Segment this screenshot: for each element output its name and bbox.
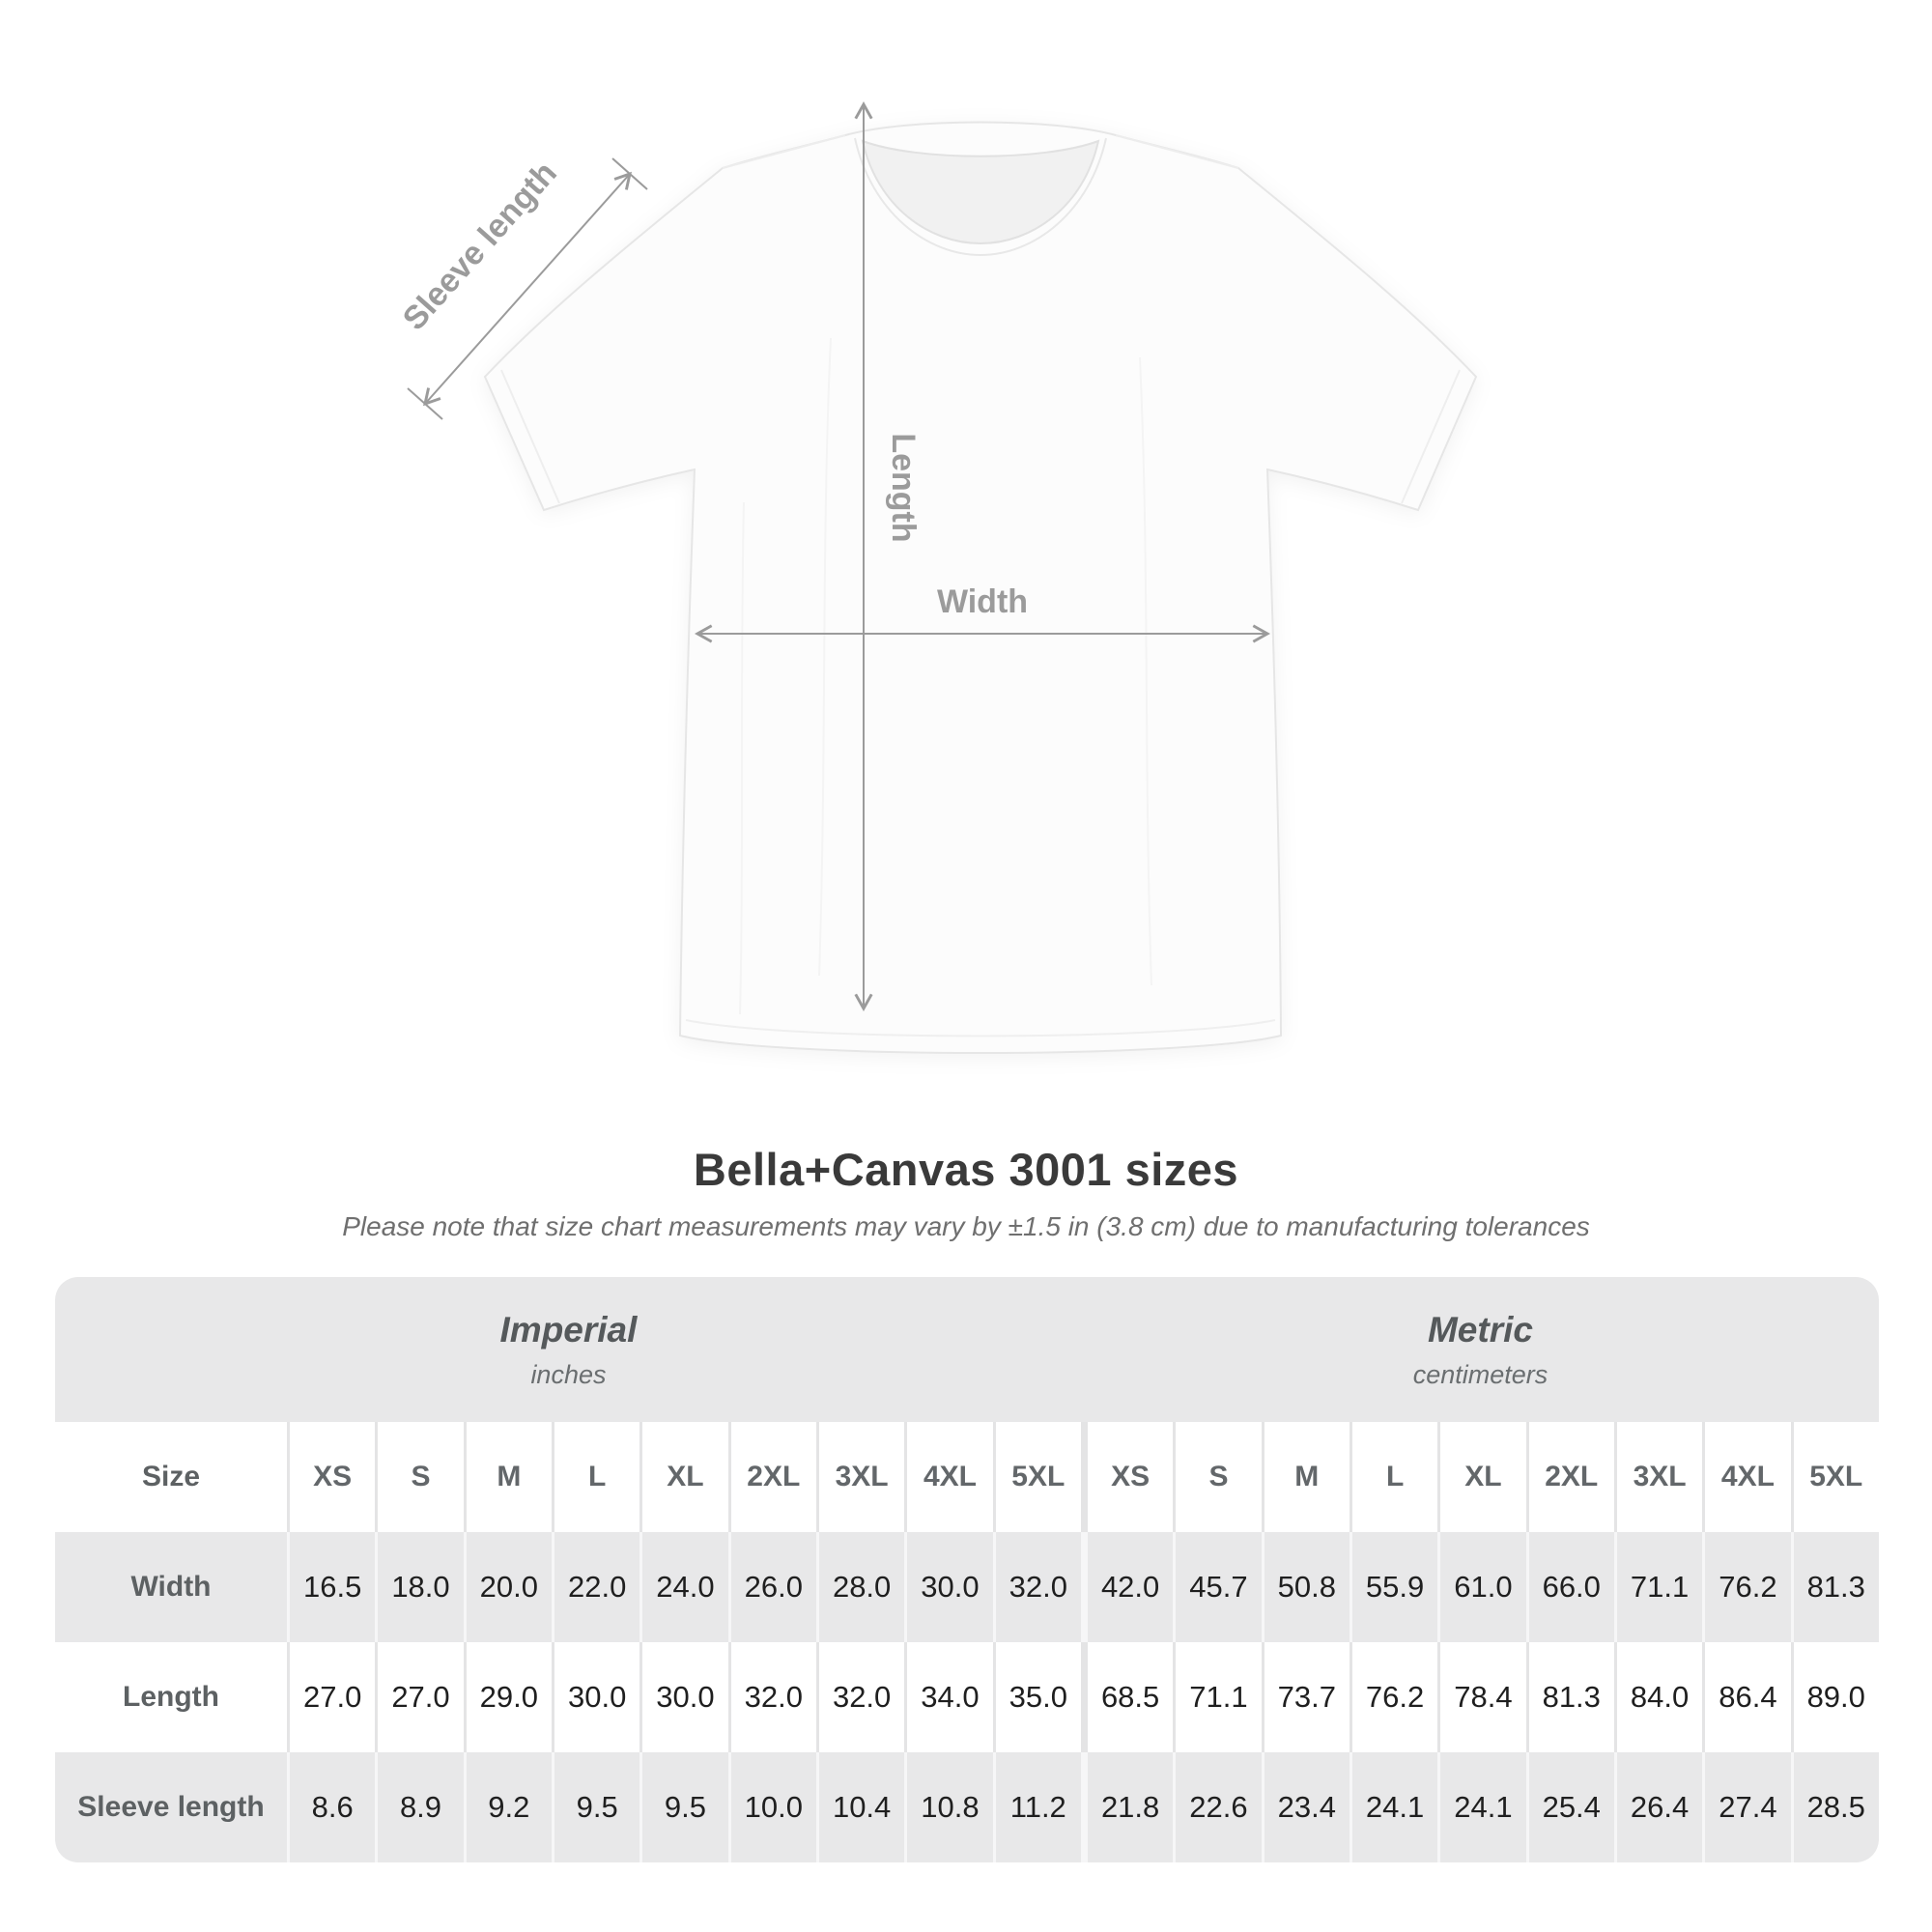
imperial-section-unit: inches: [530, 1359, 607, 1389]
value-cell: 30.0: [552, 1642, 639, 1752]
size-header-cell: 5XL: [993, 1422, 1081, 1532]
tolerance-note: Please note that size chart measurements may vary by ±1.5 in (3.8 cm) due to manufacturing tolerances: [342, 1211, 1590, 1241]
value-cell: 10.0: [728, 1752, 816, 1862]
value-cell: 34.0: [904, 1642, 992, 1752]
value-cell: 89.0: [1791, 1642, 1879, 1752]
table-row: [55, 1752, 1879, 1862]
tshirt-diagram: [290, 48, 1497, 1092]
size-header-cell: 3XL: [1614, 1422, 1702, 1532]
size-header-cell: XL: [639, 1422, 727, 1532]
size-header-cell: 2XL: [728, 1422, 816, 1532]
value-cell: 84.0: [1614, 1642, 1702, 1752]
chart-title: Bella+Canvas 3001 sizes: [693, 1144, 1239, 1195]
value-cell: 16.5: [287, 1532, 375, 1642]
size-header-cell: 2XL: [1526, 1422, 1614, 1532]
value-cell: 32.0: [816, 1642, 904, 1752]
value-cell: 10.4: [816, 1752, 904, 1862]
metric-section-unit: centimeters: [1412, 1359, 1548, 1389]
value-cell: 25.4: [1526, 1752, 1614, 1862]
value-cell: 10.8: [904, 1752, 992, 1862]
size-header-cell: L: [552, 1422, 639, 1532]
size-header-cell: XL: [1437, 1422, 1525, 1532]
size-header-cell: L: [1350, 1422, 1437, 1532]
value-cell: 24.0: [639, 1532, 727, 1642]
value-cell: 61.0: [1437, 1532, 1525, 1642]
size-header-cell: 5XL: [1791, 1422, 1879, 1532]
value-cell: 27.4: [1702, 1752, 1790, 1862]
value-cell: 78.4: [1437, 1642, 1525, 1752]
value-cell: 81.3: [1791, 1532, 1879, 1642]
value-cell: 76.2: [1702, 1532, 1790, 1642]
value-cell: 20.0: [464, 1532, 552, 1642]
value-cell: 71.1: [1614, 1532, 1702, 1642]
size-header-cell: XS: [1081, 1422, 1173, 1532]
size-header-cell: S: [1173, 1422, 1261, 1532]
size-header-cell: S: [375, 1422, 463, 1532]
table-row: [55, 1642, 1879, 1752]
units-header: [55, 1277, 1879, 1422]
imperial-section-name: Imperial: [499, 1309, 638, 1350]
value-cell: 66.0: [1526, 1532, 1614, 1642]
value-cell: 28.0: [816, 1532, 904, 1642]
value-cell: 35.0: [993, 1642, 1081, 1752]
metric-section-header: [1082, 1277, 1879, 1422]
row-label: Width: [130, 1571, 212, 1603]
value-cell: 30.0: [904, 1532, 992, 1642]
value-cell: 28.5: [1791, 1752, 1879, 1862]
value-cell: 9.5: [639, 1752, 727, 1862]
sleeve-length-label: Sleeve length: [395, 155, 564, 338]
value-cell: 50.8: [1262, 1532, 1350, 1642]
value-cell: 27.0: [287, 1642, 375, 1752]
value-cell: 21.8: [1081, 1752, 1173, 1862]
size-header-cell: XS: [287, 1422, 375, 1532]
value-cell: 8.9: [375, 1752, 463, 1862]
value-cell: 8.6: [287, 1752, 375, 1862]
size-header-cell: 4XL: [904, 1422, 992, 1532]
value-cell: 18.0: [375, 1532, 463, 1642]
size-header-cell: 3XL: [816, 1422, 904, 1532]
value-cell: 76.2: [1350, 1642, 1437, 1752]
value-cell: 23.4: [1262, 1752, 1350, 1862]
tshirt-diagram-svg: [290, 48, 1497, 1092]
size-header-cell: M: [464, 1422, 552, 1532]
size-header-cell: 4XL: [1702, 1422, 1790, 1532]
value-cell: 42.0: [1081, 1532, 1173, 1642]
value-cell: 29.0: [464, 1642, 552, 1752]
size-corner-label: Size: [141, 1461, 201, 1492]
value-cell: 73.7: [1262, 1642, 1350, 1752]
value-cell: 9.2: [464, 1752, 552, 1862]
metric-section-name: Metric: [1427, 1309, 1533, 1350]
width-label: Width: [936, 583, 1029, 620]
size-header-cell: M: [1262, 1422, 1350, 1532]
imperial-section-header: [55, 1277, 1082, 1422]
length-label: Length: [885, 433, 922, 543]
value-cell: 86.4: [1702, 1642, 1790, 1752]
value-cell: 22.0: [552, 1532, 639, 1642]
value-cell: 32.0: [993, 1532, 1081, 1642]
value-cell: 22.6: [1173, 1752, 1261, 1862]
value-cell: 30.0: [639, 1642, 727, 1752]
row-label: Sleeve length: [77, 1791, 265, 1823]
value-cell: 45.7: [1173, 1532, 1261, 1642]
size-header-row: [55, 1422, 1879, 1532]
value-cell: 26.4: [1614, 1752, 1702, 1862]
table-row: [55, 1532, 1879, 1642]
value-cell: 55.9: [1350, 1532, 1437, 1642]
value-cell: 24.1: [1437, 1752, 1525, 1862]
size-table: [55, 1277, 1879, 1862]
value-cell: 32.0: [728, 1642, 816, 1752]
row-label: Length: [123, 1681, 219, 1713]
value-cell: 27.0: [375, 1642, 463, 1752]
value-cell: 68.5: [1081, 1642, 1173, 1752]
value-cell: 26.0: [728, 1532, 816, 1642]
value-cell: 81.3: [1526, 1642, 1614, 1752]
value-cell: 24.1: [1350, 1752, 1437, 1862]
value-cell: 11.2: [993, 1752, 1081, 1862]
value-cell: 71.1: [1173, 1642, 1261, 1752]
value-cell: 9.5: [552, 1752, 639, 1862]
